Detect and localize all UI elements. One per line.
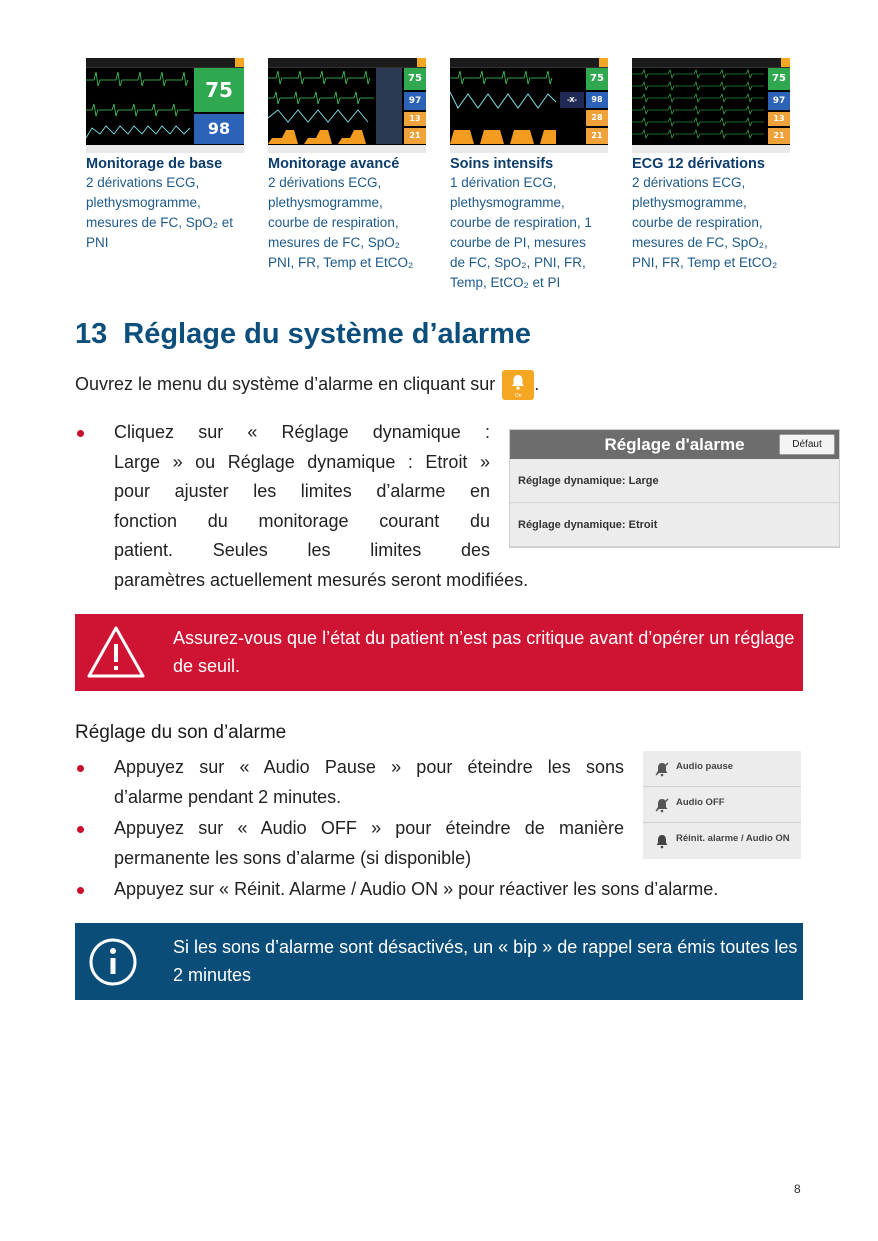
- hr-value: 75: [404, 68, 426, 90]
- mode-title: Soins intensifs: [450, 156, 554, 172]
- reset-alarm-audio-on-button[interactable]: Réinit. alarme / Audio ON: [643, 823, 801, 858]
- section-heading: [75, 318, 531, 351]
- bell-off-icon: [654, 797, 670, 813]
- monitor-screenshot-intensive: [450, 58, 608, 153]
- bullet1-last-line: paramètres actuellement mesurés seront modifiées.: [114, 570, 529, 590]
- etco2-value: 21: [404, 128, 426, 144]
- audio-settings-panel: [643, 751, 801, 859]
- bell-icon: [654, 833, 670, 849]
- audio-off-button[interactable]: Audio OFF: [643, 787, 801, 823]
- rr-value: 13: [404, 112, 426, 126]
- hr-value: 75: [194, 68, 244, 112]
- bullet1-text: Cliquez sur « Réglage dynamique : Large » ou Réglage dynamique : Etroit » pour ajuster les limites d’alarme en fonction du monitorage courant du patient. Seules les limites des: [114, 422, 490, 560]
- spo2-value: 98: [194, 114, 244, 144]
- monitor-screenshot-advanced: [268, 58, 426, 153]
- alarm-settings-panel: [509, 429, 840, 548]
- hr-value: 75: [586, 68, 608, 90]
- warning-icon: [85, 624, 147, 680]
- bullet-dot: [75, 428, 87, 440]
- info-text: Si les sons d’alarme sont désactivés, un « bip » de rappel sera émis toutes les 2 minutes: [173, 937, 798, 985]
- etco2-value: 21: [586, 128, 608, 144]
- intro-paragraph: Ouvrez le menu du système d’alarme en cliquant sur On .: [75, 370, 539, 400]
- monitor-screenshot-ecg12: [632, 58, 790, 153]
- rr-value: 13: [768, 112, 790, 126]
- bell-muted-icon: [654, 761, 670, 777]
- mode-card-base: [86, 58, 248, 253]
- mode-description: 1 dérivation ECG, plethysmogramme, courbe de respiration, 1 courbe de PI, mesures de FC, SpO₂, PNI, FR, Temp, EtCO₂ et PI: [450, 175, 592, 290]
- info-icon: [83, 932, 143, 992]
- default-button[interactable]: Défaut: [779, 434, 835, 455]
- mode-description: 2 dérivations ECG, plethysmogramme, courbe de respiration, mesures de FC, SpO₂ PNI, FR, Temp et EtCO₂: [268, 175, 414, 270]
- rr-value: 28: [586, 110, 608, 126]
- bullet3-text: Appuyez sur « Audio OFF » pour éteindre de manière permanente les sons d’alarme (si disponible): [114, 818, 624, 868]
- bullet4-text: Appuyez sur « Réinit. Alarme / Audio ON » pour réactiver les sons d’alarme.: [114, 879, 719, 899]
- nibp-value: -X-: [560, 92, 584, 108]
- mode-description: 2 dérivations ECG, plethysmogramme, courbe de respiration, mesures de FC, SpO₂, PNI, FR, Temp et EtCO₂: [632, 175, 778, 270]
- alarm-settings-title: Réglage d'alarme: [604, 435, 745, 454]
- spo2-value: 98: [586, 92, 608, 108]
- sound-subheading: Réglage du son d’alarme: [75, 722, 287, 743]
- alarm-settings-header: [510, 430, 839, 459]
- mode-description: 2 dérivations ECG, plethysmogramme, mesures de FC, SpO₂ et PNI: [86, 175, 234, 250]
- mode-title: Monitorage de base: [86, 156, 223, 172]
- bullet-dot: [75, 824, 87, 836]
- spo2-value: 97: [404, 92, 426, 110]
- warning-text: Assurez-vous que l’état du patient n’est pas critique avant d’opérer un réglage de seuil.: [173, 628, 795, 676]
- bell-on-label: On: [514, 393, 522, 399]
- option-dynamic-large[interactable]: Réglage dynamique: Large: [510, 460, 839, 503]
- section-title: Réglage du système d’alarme: [123, 318, 532, 350]
- mode-title: ECG 12 dérivations: [632, 156, 765, 172]
- info-callout: [75, 923, 803, 1000]
- bell-icon: [509, 373, 527, 391]
- warning-callout: [75, 614, 803, 691]
- monitor-screenshot-base: [86, 58, 244, 153]
- intro-text: Ouvrez le menu du système d’alarme en cliquant sur: [75, 373, 496, 394]
- mode-card-ecg12: [632, 58, 794, 273]
- bullet-dot: [75, 885, 87, 897]
- option-dynamic-narrow[interactable]: Réglage dynamique: Etroit: [510, 504, 839, 547]
- bullet-dot: [75, 763, 87, 775]
- mode-card-intensive: [450, 58, 612, 293]
- spo2-value: 97: [768, 92, 790, 110]
- mode-card-advanced: [268, 58, 430, 273]
- page-number: 8: [794, 1182, 801, 1196]
- alarm-bell-button[interactable]: [502, 370, 534, 400]
- etco2-value: 21: [768, 128, 790, 144]
- hr-value: 75: [768, 68, 790, 90]
- bullet2-text: Appuyez sur « Audio Pause » pour éteindre les sons d’alarme pendant 2 minutes.: [114, 757, 624, 807]
- mode-title: Monitorage avancé: [268, 156, 400, 172]
- audio-pause-button[interactable]: Audio pause: [643, 751, 801, 787]
- section-number: 13: [75, 318, 108, 350]
